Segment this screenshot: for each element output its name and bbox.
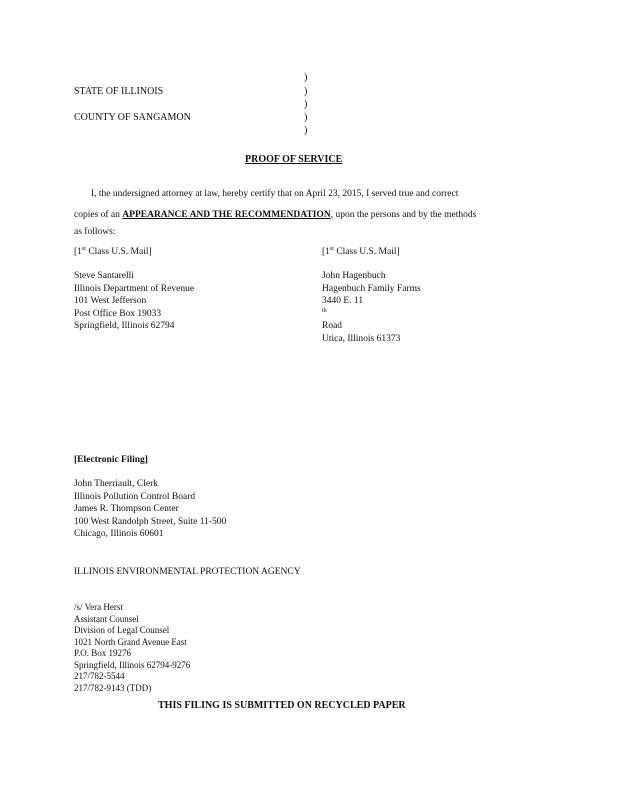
address-line: Illinois Department of Revenue (74, 283, 195, 294)
signature-line: Springfield, Illinois 62794-9276 (74, 659, 191, 670)
signature-line: P.O. Box 19276 (74, 648, 132, 658)
address-line: 100 West Randolph Street, Suite 11-500 (74, 516, 227, 527)
address-text: Road (322, 321, 343, 331)
service-method-left (74, 246, 152, 259)
signature-block (74, 602, 190, 694)
signature-line: 217/782-9143 (TDD) (74, 682, 152, 693)
caption-state: STATE OF ILLINOIS (74, 86, 164, 97)
signature-line: /s/ Vera Herst (74, 602, 123, 612)
caption-paren: ) (304, 112, 308, 123)
signature-line: 1021 North Grand Avenue East (74, 636, 187, 647)
caption-paren: ) (304, 86, 308, 97)
agency-name: ILLINOIS ENVIRONMENTAL PROTECTION AGENCY (74, 567, 301, 577)
caption-paren: ) (304, 125, 308, 136)
certification-line-1: I, the undersigned attorney at law, hereby certify that on April 23, 2015, I served true and correct (91, 189, 459, 199)
address-line: John Therriault, Clerk (74, 479, 158, 489)
signature-line: Assistant Counsel (74, 613, 139, 624)
certification-line-3: as follows: (74, 227, 116, 237)
caption-county: COUNTY OF SANGAMON (74, 112, 191, 123)
address-sup: th (322, 307, 327, 314)
address-line: 101 West Jefferson (74, 296, 147, 306)
certification-line-2 (74, 209, 476, 222)
caption-paren: ) (304, 99, 308, 110)
service-method-electronic: [Electronic Filing] (74, 455, 148, 465)
document-title: PROOF OF SERVICE (245, 154, 343, 165)
address-line: Illinois Pollution Control Board (74, 491, 196, 502)
address-line: Utica, Illinois 61373 (322, 333, 401, 344)
address-line: John Hagenbuch (322, 271, 386, 281)
method-text: [1 (322, 247, 330, 257)
address-line: Chicago, Illinois 60601 (74, 529, 164, 539)
certification-text: copies of an (74, 210, 123, 220)
method-text: Class U.S. Mail] (333, 247, 400, 257)
certification-text: , upon the persons and by the methods (330, 210, 477, 220)
signature-line: Division of Legal Counsel (74, 625, 170, 635)
caption-paren: ) (304, 72, 308, 83)
address-line: Post Office Box 19033 (74, 308, 162, 319)
recipient-address-right (322, 270, 421, 345)
address-line: Steve Santarelli (74, 271, 134, 281)
signature-line: 217/782-5544 (74, 671, 125, 681)
recipient-address-clerk (74, 478, 226, 541)
recycled-paper-notice: THIS FILING IS SUBMITTED ON RECYCLED PAPER (158, 700, 406, 711)
recipient-address-left (74, 270, 194, 333)
address-line: Springfield, Illinois 62794 (74, 321, 175, 331)
address-line (322, 295, 421, 333)
address-line: James R. Thompson Center (74, 504, 179, 514)
method-sup: st (81, 246, 86, 252)
service-method-right (322, 246, 400, 259)
method-text: Class U.S. Mail] (85, 247, 152, 257)
document-served: APPEARANCE AND THE RECOMMENDATION (122, 210, 331, 220)
address-text: 3440 E. 11 (322, 296, 364, 306)
address-line: Hagenbuch Family Farms (322, 283, 421, 294)
method-text: [1 (74, 247, 82, 257)
method-sup: st (329, 246, 334, 252)
